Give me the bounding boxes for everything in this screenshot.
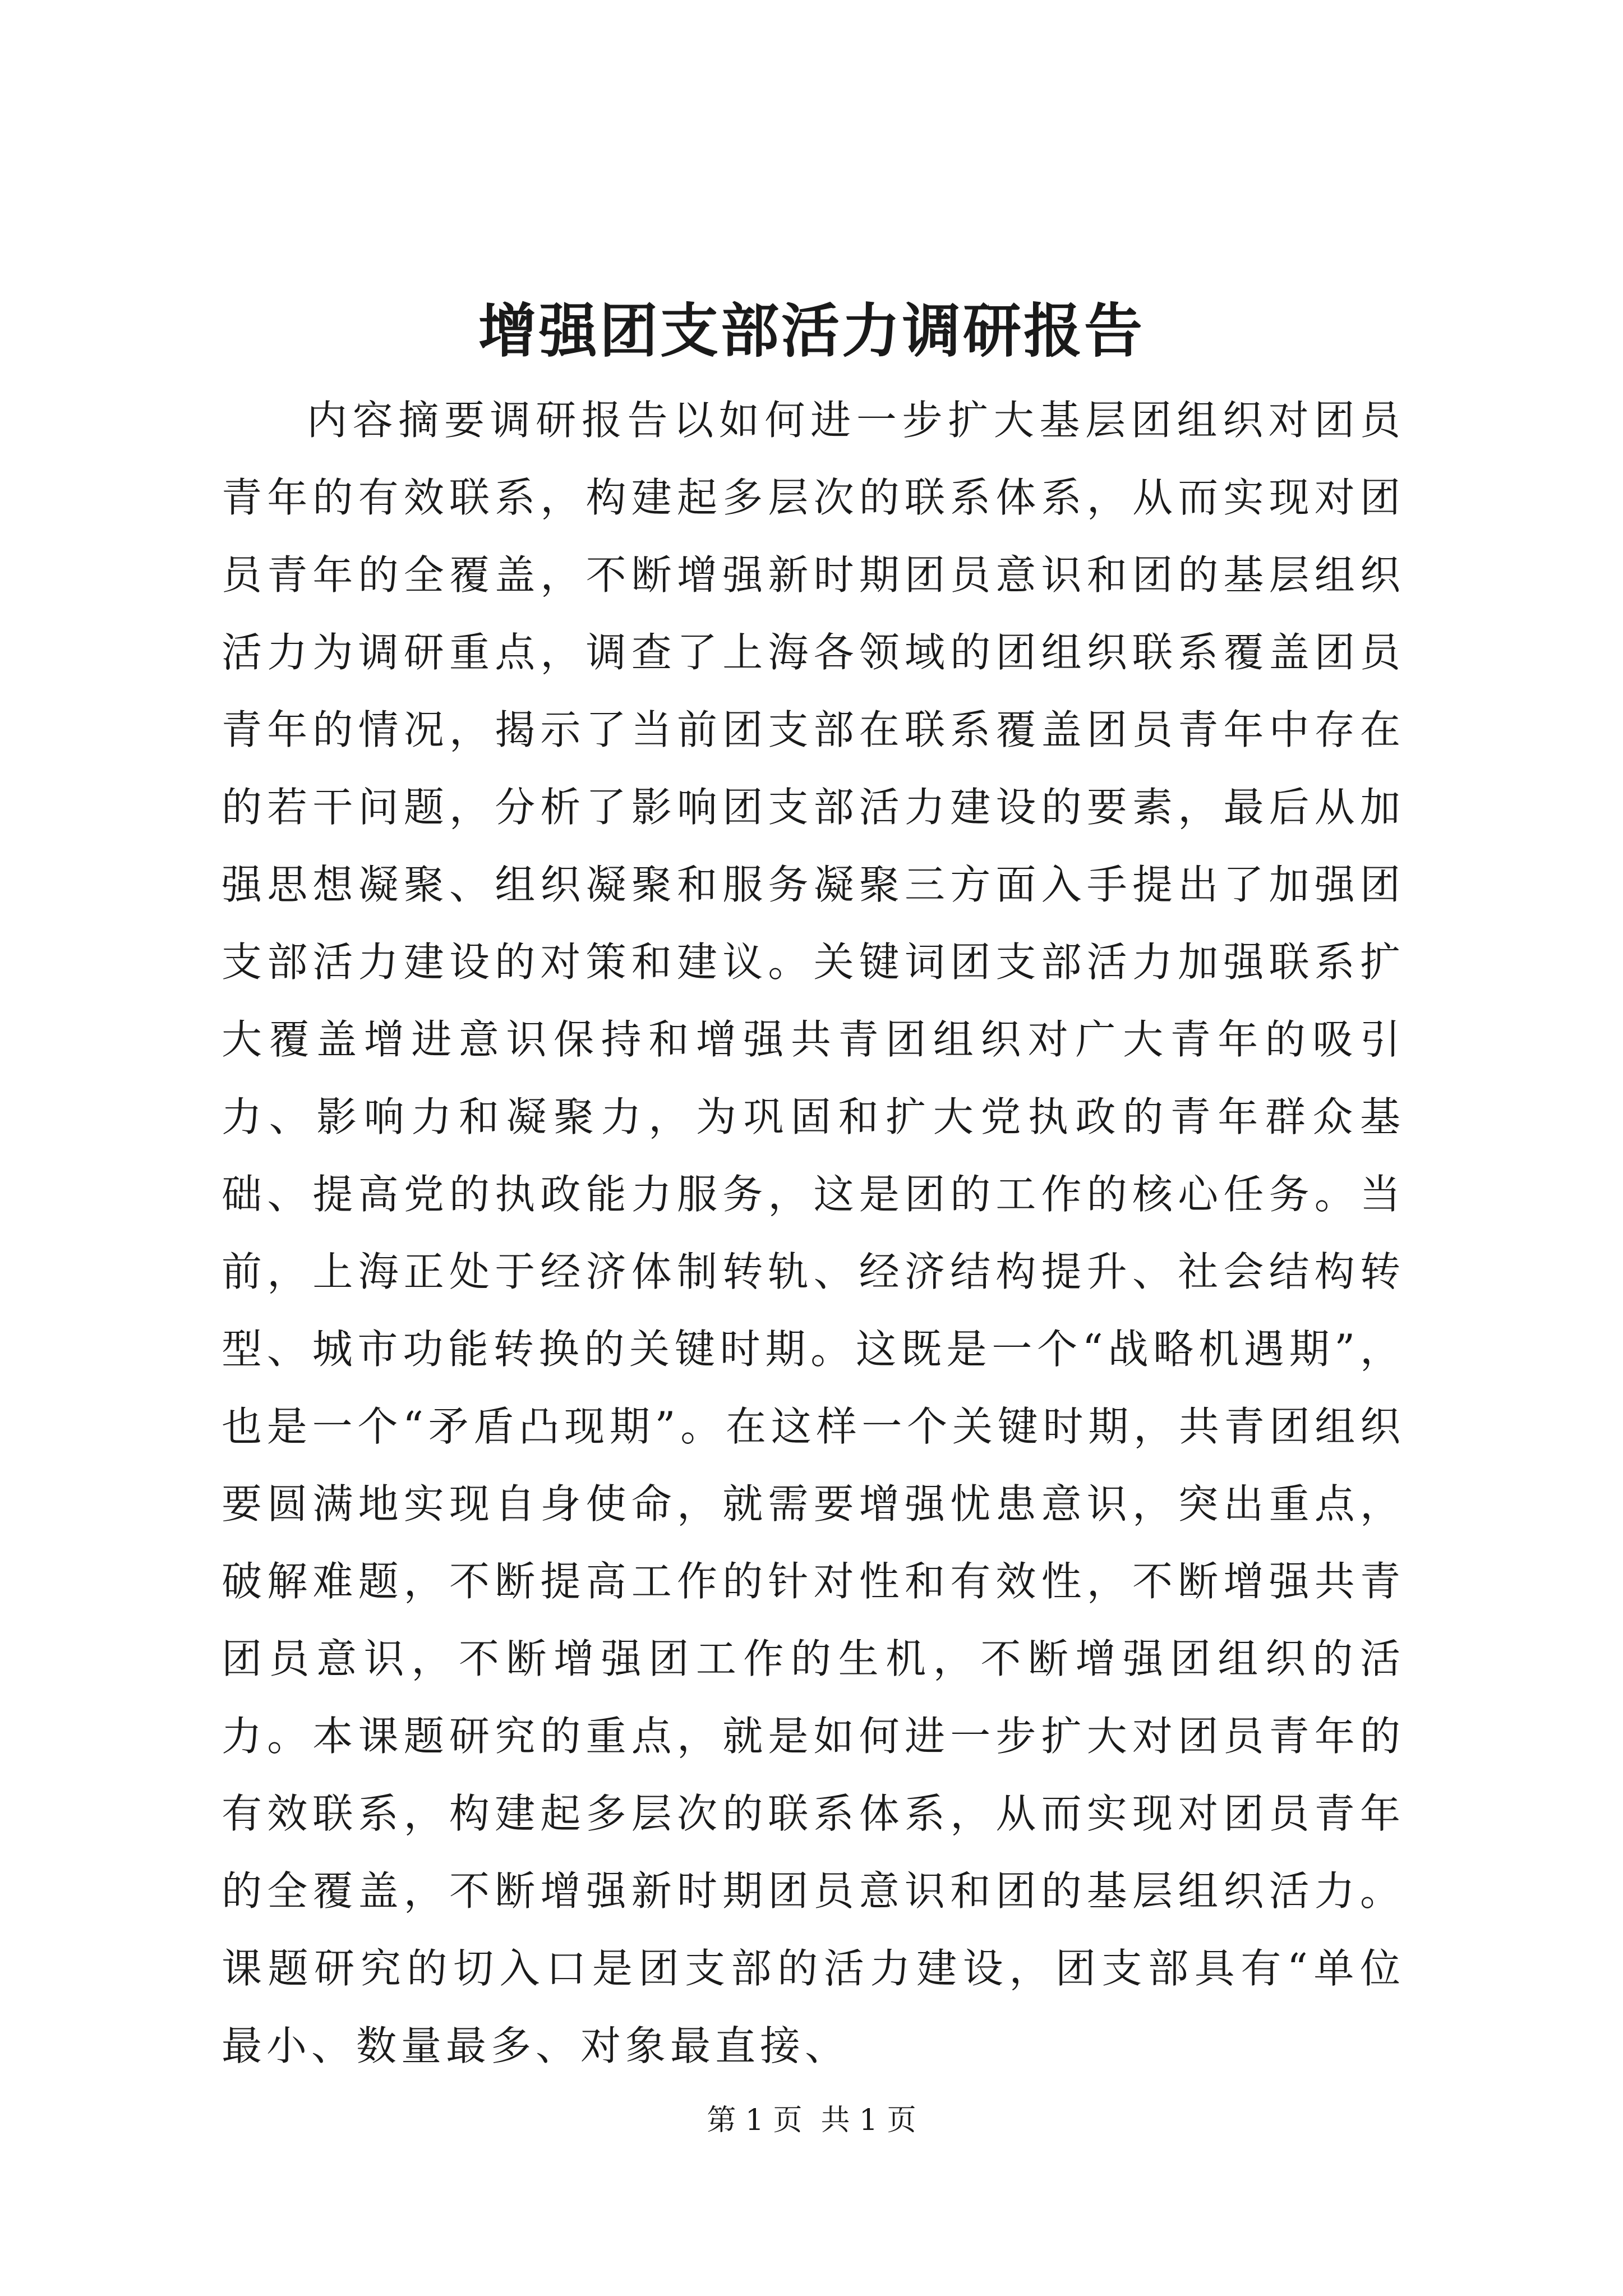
page-number-label: 第 1 页 共 1 页 (707, 2104, 916, 2137)
body-paragraph: 内容摘要调研报告以如何进一步扩大基层团组织对团员青年的有效联系，构建起多层次的联系体系，从而实现对团员青年的全覆盖，不断增强新时期团员意识和团的基层组织活力为调研重点，调查了上海各领域的团组织联系覆盖团员青年的情况，揭示了当前团支部在联系覆盖团员青年中存在的若干问题，分析了影响团支部活力建设的要素，最后从加强思想凝聚、组织凝聚和服务凝聚三方面入手提出了加强团支部活力建设的对策和建议。关键词团支部活力加强联系扩大覆盖增进意识保持和增强共青团组织对广大青年的吸引力、影响力和凝聚力，为巩固和扩大党执政的青年群众基础、提高党的执政能力服务，这是团的工作的核心任务。当前，上海正处于经济体制转轨、经济结构提升、社会结构转型、城市功能转换的关键时期。这既是一个“战略机遇期”，也是一个“矛盾凸现期”。在这样一个关键时期，共青团组织要圆满地实现自身使命，就需要增强忧患意识，突出重点，破解难题，不断提高工作的针对性和有效性，不断增强共青团员意识，不断增强团工作的生机，不断增强团组织的活力。本课题研究的重点，就是如何进一步扩大对团员青年的有效联系，构建起多层次的联系体系，从而实现对团员青年的全覆盖，不断增强新时期团员意识和团的基层组织活力。课题研究的切入口是团支部的活力建设，团支部具有“单位最小、数量最多、对象最直接、 (222, 397, 1405, 2069)
page-title: 增强团支部活力调研报告 (478, 296, 1145, 365)
page-footer (0, 2101, 1623, 2140)
